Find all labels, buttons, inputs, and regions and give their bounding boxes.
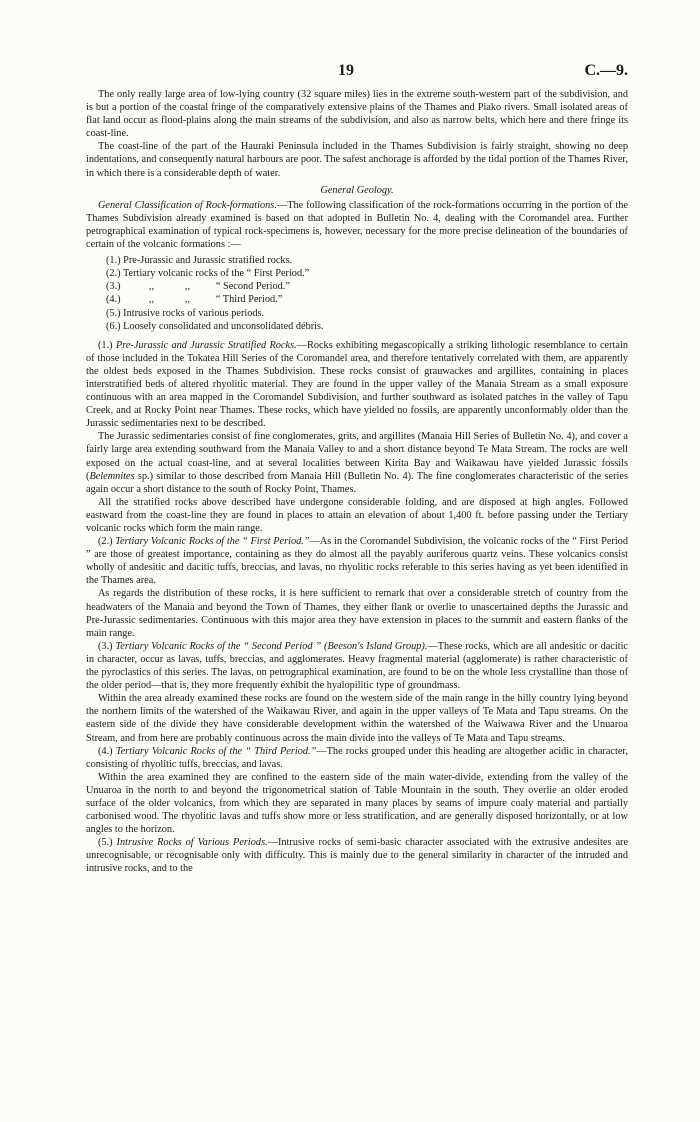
section-number: (3.) bbox=[98, 640, 116, 652]
page-header bbox=[86, 62, 628, 88]
section-title: Tertiary Volcanic Rocks of the “ Second Period ” (Beeson's Island Group). bbox=[115, 640, 428, 652]
section-text: —The rocks grouped under this heading are altogether acidic in character, consisting of rhyolitic tuffs, breccias, and lavas. bbox=[86, 745, 629, 770]
classification-title: General Classification of Rock-formations. bbox=[98, 199, 277, 211]
section-number: (5.) bbox=[98, 837, 117, 849]
section-number: (1.) bbox=[98, 339, 116, 351]
page-number: 19 bbox=[338, 62, 354, 79]
list-item: (4.) ,, ,, “ Third Period.” bbox=[106, 294, 283, 306]
section-text: —These rocks, which are all andesitic or dacitic in character, occur as lavas, tuffs, breccias, and agglomerates. Heavy fragmental material (agglomerate) is rather characteristic of the pyroclastics of this series. The lavas, on petrographical examination, are found to be on the whole less crystalline than those of the older period—that is, they more frequently exhibit the hyalopilitic type of groundmass. bbox=[86, 640, 629, 692]
paragraph-third-period-area: Within the area examined they are confined to the eastern side of the main water-divide, extending from the valley of the Unuaroa in the north to and beyond the trigonometrical station of Table Mountain in the south. They overlie an older eroded surface of the older volcanics, from which they are separated in many places by seams of impure coaly material and partially carbonised wood. The rhyolitic lavas and tuffs show more or less stratification, and are generally disposed horizontally, or at low angles to the horizon. bbox=[86, 771, 628, 836]
paragraph-low-lying-country: The only really large area of low-lying country (32 square miles) lies in the extreme south-western part of the subdivision, and is but a portion of the coastal fringe of the comparatively extensive plains of the Thames and Piako rivers. Small isolated areas of flat land occur as flood-plains along the main streams of the subdivision, and also as narrow belts, which here and there fringe its coast-line. bbox=[86, 89, 628, 140]
paragraph-distribution: As regards the distribution of these rocks, it is here sufficient to remark that over a considerable stretch of country from the headwaters of the Manaia and beyond the Town of Thames, they either flank or overlie to unascertained depths the Jurassic and Pre-Jurassic sedimentaries. Continuous with this major area they have extension in places to the summit and eastern flanks of the main range. bbox=[86, 588, 628, 639]
text-run: sp.) similar to those described from Manaia Hill (Bulletin No. 4). The fine conglomerates characteristic of the series again occur a short distance to the south of Rocky Point, Thames. bbox=[86, 470, 628, 495]
paragraph-pre-jurassic bbox=[86, 339, 628, 431]
paragraph-classification bbox=[86, 199, 628, 251]
list-item: (6.) Loosely consolidated and unconsolidated débris. bbox=[106, 320, 324, 332]
section-title: Intrusive Rocks of Various Periods. bbox=[116, 837, 268, 849]
paragraph-third-period bbox=[86, 745, 628, 771]
paragraph-second-period bbox=[86, 640, 628, 692]
document-page bbox=[86, 62, 628, 876]
paragraph-first-period bbox=[86, 535, 628, 587]
section-heading-general-geology: General Geology. bbox=[320, 184, 394, 196]
section-title: Pre-Jurassic and Jurassic Stratified Rocks. bbox=[115, 339, 297, 351]
section-title: Tertiary Volcanic Rocks of the “ Third Period.” bbox=[115, 745, 317, 757]
section-text: —Rocks exhibiting megascopically a striking lithologic resemblance to certain of those included in the Tokatea Hill Series of the Coromandel area, and therefore tentatively correlated with them, are apparently the oldest beds exposed in the Thames Subdivision. These rocks consist of grauwackes and argillites, containing in places interstratified beds of altered rhyolitic material. They are found in the upper valley of the Manaia Stream as a small exposure continuous with an area mapped in the Coromandel Subdivision, and further southward as isolated patches in the valley of Tapu Creek, and at Rocky Point near Thames. These rocks, which have yielded no fossils, are apparently unconformably older than the Jurassic sedimentaries next to be described. bbox=[86, 339, 628, 430]
list-item: (3.) ,, ,, “ Second Period.” bbox=[106, 281, 290, 293]
classification-text: —The following classification of the rock-formations occurring in the portion of the Thames Subdivision already examined is based on that adopted in Bulletin No. 4, dealing with the Coromandel area. Further petrographical examination of typical rock-specimens is, however, necessary for the more precise delineation of the boundaries of certain of the volcanic formations :— bbox=[86, 199, 628, 251]
paragraph-coast-line: The coast-line of the part of the Hauraki Peninsula included in the Thames Subdivision is fairly straight, showing no deep indentations, and consequently natural harbours are poor. The safest anchorage is afforded by the tidal portion of the Thames River, in which there is a considerable depth of water. bbox=[86, 141, 628, 179]
paragraph-folding: All the stratified rocks above described have undergone considerable folding, and are disposed at high angles. Followed eastward from the coast-line they are found in places to attain an elevation of about 1,400 ft. before passing under the Tertiary volcanic rocks which form the main range. bbox=[86, 496, 628, 534]
paragraph-second-period-area: Within the area already examined these rocks are found on the western side of the main range in the hilly country lying beyond the northern limits of the watershed of the Waikawau River, and again in the upper valleys of Te Mata and Tapu streams. On the eastern side of the divide they have considerable development within the watershed of the Waiwawa River and the Unuaroa Stream, and from here are probably continuous across the main divide into the valleys of Te Mata and Tapu streams. bbox=[86, 693, 628, 744]
paragraph-intrusive-rocks bbox=[86, 836, 628, 875]
list-item: (1.) Pre-Jurassic and Jurassic stratified rocks. bbox=[106, 255, 293, 267]
text-run: The Jurassic sedimentaries consist of fine conglomerates, grits, and argillites (Manaia Hill Series of Bulletin No. 4), and cover a fairly large area extending southward from the Manaia Valley to and a short distance beyond Te Mata Stream. The rocks are well exposed on the actual coast-line, and at several localities between Kirita Bay and Waikawau have yielded Jurassic fossils ( bbox=[86, 431, 628, 482]
list-item: (5.) Intrusive rocks of various periods. bbox=[106, 307, 265, 319]
section-number: (2.) bbox=[98, 536, 116, 548]
list-item: (2.) Tertiary volcanic rocks of the “ First Period.” bbox=[106, 268, 310, 280]
document-reference: C.—9. bbox=[584, 62, 628, 79]
section-number: (4.) bbox=[98, 745, 116, 757]
section-text: —Intrusive rocks of semi-basic character associated with the extrusive andesites are unrecognisable, or recognisable only with difficulty. This is mainly due to the general similarity in character of the intruded and intrusive rocks, and to the bbox=[86, 837, 629, 875]
section-text: —As in the Coromandel Subdivision, the volcanic rocks of the “ First Period ” are those of greatest importance, containing as they do almost all the payably auriferous quartz veins. These volcanics consist wholly of andesitic and dacitic tuffs, breccias, and lavas, no rhyolitic rocks referable to this series having as yet been identified in the Thames area. bbox=[86, 536, 628, 587]
paragraph-jurassic-sedimentaries bbox=[86, 430, 628, 495]
section-title: Tertiary Volcanic Rocks of the “ First Period.” bbox=[115, 536, 310, 548]
classification-list bbox=[106, 254, 628, 333]
italic-term: Belemnites bbox=[89, 470, 135, 482]
